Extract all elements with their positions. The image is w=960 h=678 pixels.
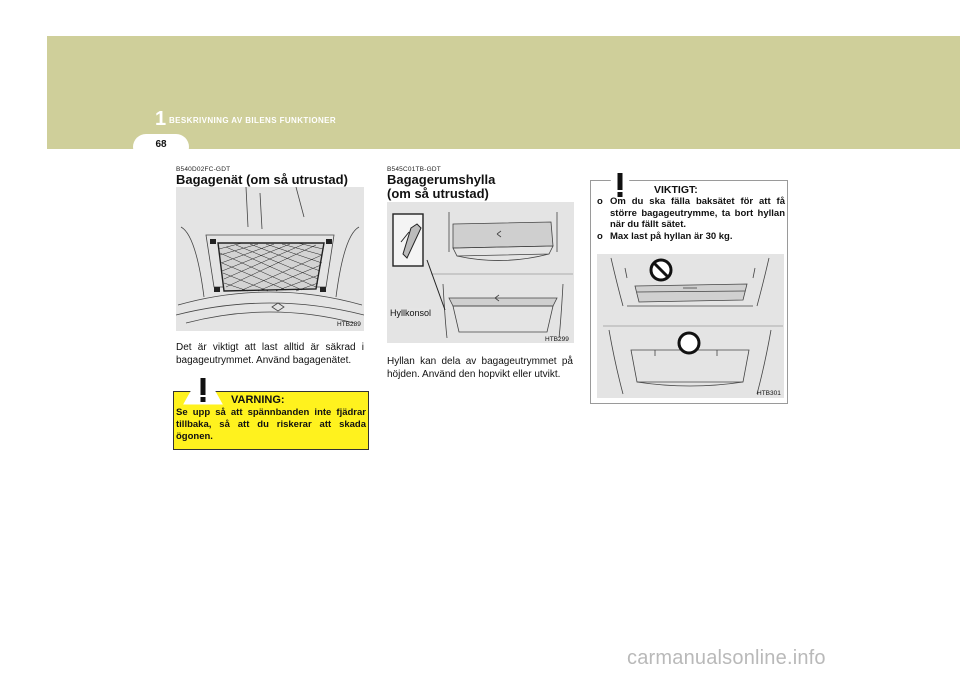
chapter-number: 1 xyxy=(155,108,167,130)
figure-code: HTB299 xyxy=(545,336,569,343)
caution-item xyxy=(597,231,785,243)
figure-code: HTB289 xyxy=(337,321,361,328)
shelf-folding-illustration xyxy=(597,254,784,398)
bullet: o xyxy=(597,196,603,207)
caution-list xyxy=(597,196,785,242)
warning-text: Se upp så att spännbanden inte fjädrar tillbaka, så att du riskerar att skada ögonen. xyxy=(176,407,366,442)
warning-triangle-icon xyxy=(183,369,223,405)
figure-code: HTB301 xyxy=(757,390,781,397)
section-title-net: Bagagenät (om så utrustad) xyxy=(176,172,348,187)
bullet: o xyxy=(597,230,603,242)
allowed-icon xyxy=(679,333,699,353)
cargo-shelf-illustration xyxy=(387,202,574,343)
section-code-net: B540D02FC-GDT xyxy=(176,166,231,173)
watermark: carmanualsonline.info xyxy=(627,647,826,669)
figure-label-hyllkonsol: Hyllkonsol xyxy=(390,308,432,318)
section-title-shelf-line1: Bagagerumshylla xyxy=(387,172,496,187)
caution-item-text: Om du ska fälla baksätet för att få större bagageutrymme, ta bort hyllan när du fällt sätet. xyxy=(610,196,785,230)
chapter-title: BESKRIVNING AV BILENS FUNKTIONER xyxy=(169,116,337,125)
warning-title: VARNING: xyxy=(231,394,285,406)
cargo-net-illustration xyxy=(176,187,364,331)
header-band xyxy=(47,36,960,149)
figure-shelf-folding xyxy=(597,254,784,398)
caution-item xyxy=(597,196,785,231)
figure-cargo-net xyxy=(176,187,364,331)
section-code-shelf: B545C01TB-GDT xyxy=(387,166,441,173)
caution-triangle-icon xyxy=(600,164,640,200)
body-text-shelf: Hyllan kan dela av bagageutrymmet på höjden. Använd den hopvikt eller utvikt. xyxy=(387,356,573,380)
page-number: 68 xyxy=(155,139,167,150)
prohibited-icon xyxy=(651,260,671,280)
caution-item-text: Max last på hyllan är 30 kg. xyxy=(610,230,733,242)
section-title-shelf-line2: (om så utrustad) xyxy=(387,186,489,201)
body-text-net: Det är viktigt att last alltid är säkrad i bagageutrymmet. Använd bagagenätet. xyxy=(176,342,364,366)
figure-cargo-shelf xyxy=(387,202,574,343)
caution-title: VIKTIGT: xyxy=(654,184,698,196)
